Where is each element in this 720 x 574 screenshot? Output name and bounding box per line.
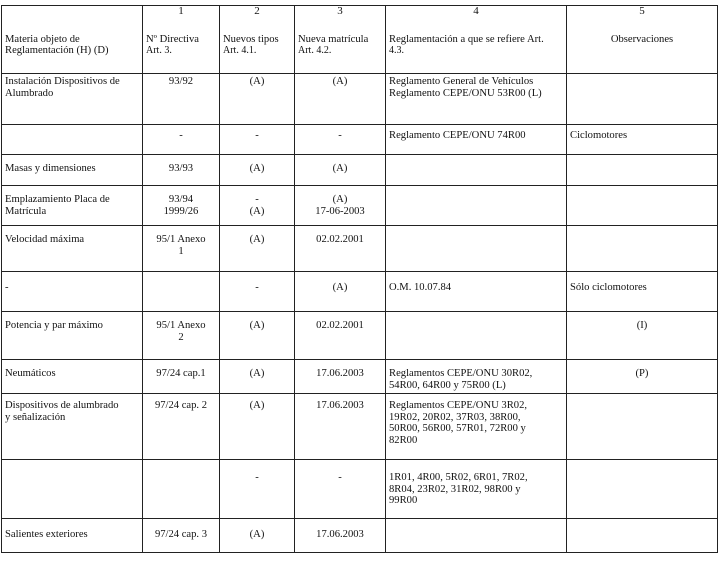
cell-materia: Dispositivos de alumbrado y señalización	[2, 394, 143, 460]
column-number: 1	[178, 5, 184, 17]
cell-directiva: 93/92	[143, 74, 220, 125]
regulation-table	[1, 5, 718, 553]
cell-materia: Instalación Dispositivos de Alumbrado	[2, 74, 143, 125]
cell-nueva-matricula: -	[295, 125, 386, 155]
cell-directiva: 97/24 cap.1	[143, 360, 220, 394]
table-row	[2, 272, 718, 312]
header-row	[2, 6, 718, 74]
cell-directiva	[143, 460, 220, 519]
cell-materia: Salientes exteriores	[2, 519, 143, 553]
cell-nuevos-tipos: (A)	[220, 312, 295, 360]
cell-observaciones	[567, 155, 718, 186]
cell-reglamentacion	[386, 155, 567, 186]
header-observaciones: 5 Observaciones	[567, 6, 718, 74]
cell-reglamentacion: Reglamento CEPE/ONU 74R00	[386, 125, 567, 155]
cell-nuevos-tipos: -	[220, 125, 295, 155]
table-row	[2, 155, 718, 186]
cell-nueva-matricula: (A)	[295, 155, 386, 186]
cell-directiva: -	[143, 125, 220, 155]
column-number: 3	[337, 5, 343, 17]
header-nueva-matricula: 3 Nueva matrícula Art. 4.2.	[295, 6, 386, 74]
cell-observaciones: Sólo ciclomotores	[567, 272, 718, 312]
cell-nueva-matricula: 17.06.2003	[295, 360, 386, 394]
cell-directiva	[143, 272, 220, 312]
cell-observaciones	[567, 74, 718, 125]
cell-reglamentacion: Reglamentos CEPE/ONU 3R02, 19R02, 20R02, 37R03, 38R00, 50R00, 56R00, 57R01, 72R00 y 82R00	[386, 394, 567, 460]
cell-nueva-matricula: (A)	[295, 272, 386, 312]
table-row	[2, 519, 718, 553]
cell-directiva: 97/24 cap. 3	[143, 519, 220, 553]
cell-nueva-matricula: (A) 17-06-2003	[295, 186, 386, 226]
cell-nuevos-tipos: (A)	[220, 519, 295, 553]
cell-directiva: 95/1 Anexo 1	[143, 226, 220, 272]
cell-nuevos-tipos: (A)	[220, 74, 295, 125]
cell-reglamentacion	[386, 312, 567, 360]
cell-materia: Velocidad máxima	[2, 226, 143, 272]
column-number: 2	[254, 5, 260, 17]
cell-materia	[2, 125, 143, 155]
table-row	[2, 125, 718, 155]
cell-nueva-matricula: 02.02.2001	[295, 312, 386, 360]
cell-directiva: 93/93	[143, 155, 220, 186]
cell-nuevos-tipos: (A)	[220, 360, 295, 394]
cell-reglamentacion: 1R01, 4R00, 5R02, 6R01, 7R02, 8R04, 23R02, 31R02, 98R00 y 99R00	[386, 460, 567, 519]
table-row	[2, 312, 718, 360]
cell-directiva: 93/94 1999/26	[143, 186, 220, 226]
cell-nueva-matricula: 17.06.2003	[295, 394, 386, 460]
cell-reglamentacion	[386, 519, 567, 553]
cell-observaciones: Ciclomotores	[567, 125, 718, 155]
cell-nuevos-tipos: -	[220, 460, 295, 519]
cell-observaciones: (P)	[567, 360, 718, 394]
table-row	[2, 460, 718, 519]
cell-reglamentacion	[386, 226, 567, 272]
cell-nueva-matricula: (A)	[295, 74, 386, 125]
column-number: 5	[639, 5, 645, 17]
cell-nuevos-tipos: (A)	[220, 155, 295, 186]
cell-directiva: 95/1 Anexo 2	[143, 312, 220, 360]
table-row	[2, 226, 718, 272]
cell-nuevos-tipos: -	[220, 272, 295, 312]
cell-reglamentacion: O.M. 10.07.84	[386, 272, 567, 312]
cell-reglamentacion	[386, 186, 567, 226]
cell-observaciones	[567, 226, 718, 272]
cell-materia: -	[2, 272, 143, 312]
cell-observaciones	[567, 519, 718, 553]
cell-reglamentacion: Reglamentos CEPE/ONU 30R02, 54R00, 64R00 y 75R00 (L)	[386, 360, 567, 394]
header-nuevos-tipos: 2 Nuevos tipos Art. 4.1.	[220, 6, 295, 74]
header-directiva: 1 Nº Directiva Art. 3.	[143, 6, 220, 74]
cell-materia	[2, 460, 143, 519]
cell-observaciones	[567, 460, 718, 519]
cell-reglamentacion: Reglamento General de Vehículos Reglamento CEPE/ONU 53R00 (L)	[386, 74, 567, 125]
cell-observaciones: (I)	[567, 312, 718, 360]
cell-observaciones	[567, 394, 718, 460]
cell-observaciones	[567, 186, 718, 226]
cell-materia: Neumáticos	[2, 360, 143, 394]
cell-directiva: 97/24 cap. 2	[143, 394, 220, 460]
cell-materia: Potencia y par máximo	[2, 312, 143, 360]
header-materia: Materia objeto de Reglamentación (H) (D)	[2, 6, 143, 74]
table-row	[2, 74, 718, 125]
column-number: 4	[473, 5, 479, 17]
header-reglamentacion: 4 Reglamentación a que se refiere Art. 4.3.	[386, 6, 567, 74]
cell-nueva-matricula: -	[295, 460, 386, 519]
cell-materia: Emplazamiento Placa de Matrícula	[2, 186, 143, 226]
table-row	[2, 394, 718, 460]
table-row	[2, 360, 718, 394]
cell-nuevos-tipos: (A)	[220, 394, 295, 460]
table-row	[2, 186, 718, 226]
cell-nueva-matricula: 02.02.2001	[295, 226, 386, 272]
cell-nuevos-tipos: (A)	[220, 226, 295, 272]
cell-nuevos-tipos: - (A)	[220, 186, 295, 226]
cell-nueva-matricula: 17.06.2003	[295, 519, 386, 553]
cell-materia: Masas y dimensiones	[2, 155, 143, 186]
